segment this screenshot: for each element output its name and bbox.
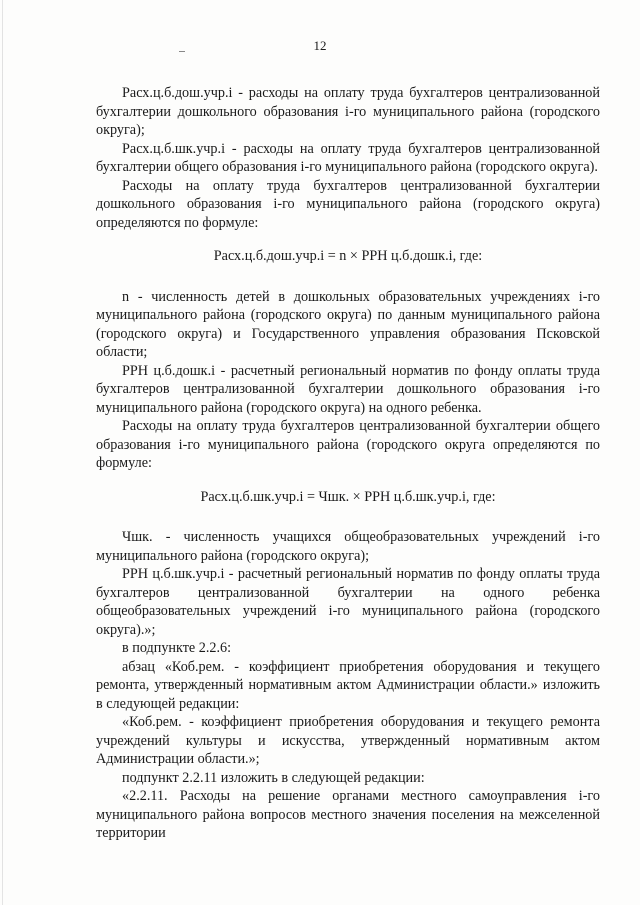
paragraph-def-chshk: Чшк. - численность учащихся общеобразовательных учреждений i-го муниципального района (городского округа); [96, 529, 600, 564]
paragraph-shk-intro: Расходы на оплату труда бухгалтеров централизованной бухгалтерии общего образования i-го муниципального района (городского округа определяются по формуле: [96, 418, 600, 471]
page-number: 12 [313, 38, 327, 53]
formula-shk: Расх.ц.б.шк.учр.i = Чшк. × РРН ц.б.шк.учр.i, где: [200, 488, 496, 505]
paragraph-2211-text: «2.2.11. Расходы на решение органами местного самоуправления i-го муниципального района вопросов местного значения поселения на межселенной территории [96, 788, 600, 841]
paragraph-def-rrn-shk: РРН ц.б.шк.учр.i - расчетный региональный норматив по фонду оплаты труда бухгалтеров централизованной бухгалтерии на одного ребенка общеобразовательных учреждений i-го муниципального района (городского округа).»; [96, 566, 600, 638]
paragraph-def-rash-dosh: Расх.ц.б.дош.учр.i - расходы на оплату труда бухгалтеров централизованной бухгалтерии дошкольного образования i-го муниципального района (городского округа); [96, 85, 600, 138]
paragraph-kob-rem-new: «Коб.рем. - коэффициент приобретения оборудования и текущего ремонта учреждений культуры и искусства, утвержденный нормативным актом Администрации области.»; [96, 714, 600, 767]
paragraph-subclause-226: в подпункте 2.2.6: [122, 640, 232, 656]
formula-dosh: Расх.ц.б.дош.учр.i = n × РРН ц.б.дошк.i, где: [213, 248, 483, 264]
paragraph-subclause-2211: подпункт 2.2.11 изложить в следующей редакции: [122, 769, 425, 786]
paragraph-def-n: n - численность детей в дошкольных образовательных учреждениях i-го муниципального района (городского округа) по данным муниципального района (городского округа) и Государственного управления образования Псковской области; [96, 288, 600, 360]
paragraph-dosh-intro: Расходы на оплату труда бухгалтеров централизованной бухгалтерии дошкольного образования i-го муниципального района (городского округа) определяются по формуле: [96, 177, 600, 231]
document-body [96, 84, 600, 843]
scan-edge-mark [2, 0, 3, 905]
paragraph-def-rrn-dosh: РРН ц.б.дошк.i - расчетный региональный норматив по фонду оплаты труда бухгалтеров централизованной бухгалтерии дошкольного образования i-го муниципального района (городского округа) на одного ребенка. [96, 362, 600, 416]
paragraph-def-rash-shk: Расх.ц.б.шк.учр.i - расходы на оплату труда бухгалтеров централизованной бухгалтерии общего образования i-го муниципального района (городского округа). [96, 140, 600, 175]
paragraph-kob-rem-old: абзац «Коб.рем. - коэффициент приобретения оборудования и текущего ремонта, утвержденный нормативным актом Администрации области.» изложить в следующей редакции: [96, 658, 600, 712]
